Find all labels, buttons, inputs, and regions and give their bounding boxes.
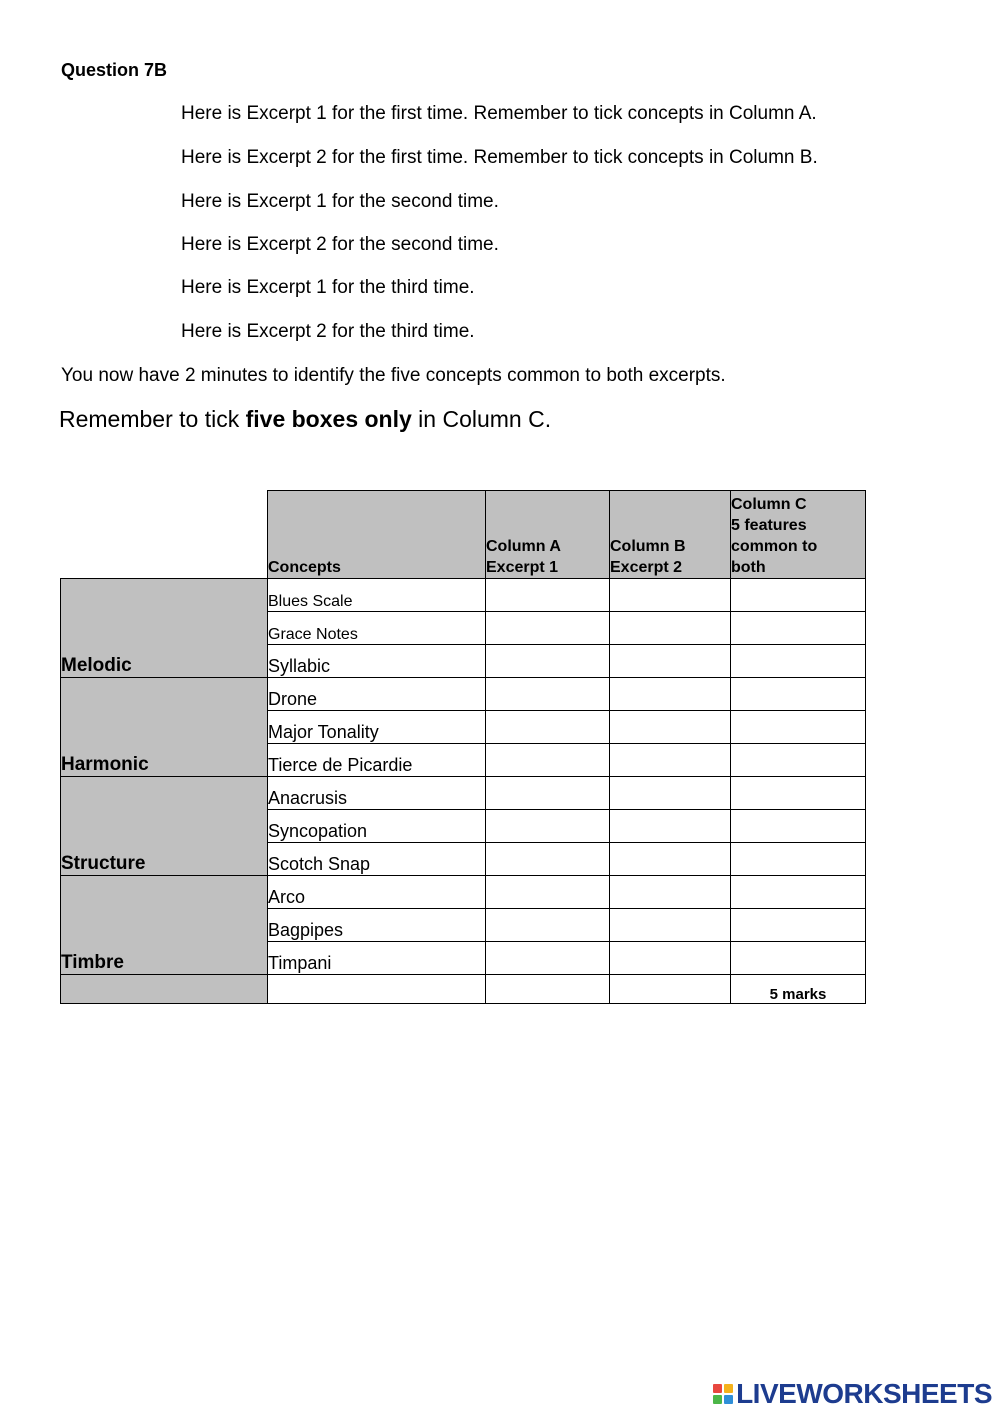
column-b-subtitle: Excerpt 2 <box>610 559 683 576</box>
logo-tile <box>724 1384 733 1393</box>
table-row <box>61 678 866 711</box>
concept-label: Arco <box>268 876 486 909</box>
concept-label: Anacrusis <box>268 777 486 810</box>
category-timbre: Timbre <box>61 876 268 975</box>
instruction-line: Here is Excerpt 2 for the first time. Remember to tick concepts in Column B. <box>181 147 818 168</box>
tick-box-column-a[interactable] <box>486 645 610 678</box>
tick-box-column-c[interactable] <box>731 711 866 744</box>
table-row <box>61 876 866 909</box>
tick-box-column-a[interactable] <box>486 744 610 777</box>
tick-box-column-a[interactable] <box>486 810 610 843</box>
tick-box-column-b[interactable] <box>610 645 731 678</box>
footer-empty-cell <box>610 975 731 1004</box>
remember-bold: five boxes only <box>245 406 412 432</box>
column-b-title: Column B <box>610 538 686 555</box>
tick-box-column-c[interactable] <box>731 810 866 843</box>
tick-box-column-a[interactable] <box>486 678 610 711</box>
tick-box-column-a[interactable] <box>486 876 610 909</box>
logo-tile <box>713 1395 722 1404</box>
table-row <box>61 777 866 810</box>
tick-box-column-a[interactable] <box>486 942 610 975</box>
concept-label: Bagpipes <box>268 909 486 942</box>
footer-empty-cell <box>486 975 610 1004</box>
remember-note <box>59 406 551 433</box>
concept-label: Scotch Snap <box>268 843 486 876</box>
column-c-line: both <box>731 559 766 576</box>
column-c-line: common to <box>731 538 818 555</box>
corner-blank <box>61 491 268 579</box>
instruction-line: Here is Excerpt 1 for the first time. Remember to tick concepts in Column A. <box>181 103 817 124</box>
tick-box-column-c[interactable] <box>731 645 866 678</box>
tick-box-column-b[interactable] <box>610 579 731 612</box>
column-c-line: 5 features <box>731 517 807 534</box>
instruction-line: Here is Excerpt 1 for the third time. <box>181 277 475 298</box>
instruction-line: Here is Excerpt 2 for the third time. <box>181 321 475 342</box>
concept-label: Major Tonality <box>268 711 486 744</box>
tick-box-column-b[interactable] <box>610 909 731 942</box>
logo-tile <box>724 1395 733 1404</box>
tick-box-column-a[interactable] <box>486 579 610 612</box>
header-row <box>61 491 866 579</box>
remember-pre: Remember to tick <box>59 406 246 432</box>
remember-post: in Column C. <box>411 406 552 432</box>
tick-box-column-c[interactable] <box>731 909 866 942</box>
table-row <box>61 579 866 612</box>
tick-box-column-b[interactable] <box>610 942 731 975</box>
logo-text: LIVEWORKSHEETS <box>736 1378 992 1409</box>
instruction-line: Here is Excerpt 2 for the second time. <box>181 234 499 255</box>
time-note: You now have 2 minutes to identify the five concepts common to both excerpts. <box>61 365 726 386</box>
tick-box-column-c[interactable] <box>731 777 866 810</box>
logo-tile <box>713 1384 722 1393</box>
tick-box-column-b[interactable] <box>610 612 731 645</box>
tick-box-column-b[interactable] <box>610 711 731 744</box>
tick-box-column-c[interactable] <box>731 678 866 711</box>
tick-box-column-c[interactable] <box>731 744 866 777</box>
tick-box-column-a[interactable] <box>486 843 610 876</box>
tick-box-column-c[interactable] <box>731 876 866 909</box>
concept-label: Drone <box>268 678 486 711</box>
concept-label: Timpani <box>268 942 486 975</box>
tick-box-column-b[interactable] <box>610 777 731 810</box>
tick-box-column-a[interactable] <box>486 777 610 810</box>
tick-box-column-c[interactable] <box>731 579 866 612</box>
column-c-title: Column C <box>731 496 807 513</box>
concepts-table <box>60 490 866 1004</box>
tick-box-column-a[interactable] <box>486 711 610 744</box>
tick-box-column-c[interactable] <box>731 843 866 876</box>
footer-gray-cell <box>61 975 268 1004</box>
footer-row <box>61 975 866 1004</box>
column-a-subtitle: Excerpt 1 <box>486 559 559 576</box>
tick-box-column-a[interactable] <box>486 909 610 942</box>
concept-label: Grace Notes <box>268 612 486 645</box>
logo-mark-icon <box>713 1384 733 1404</box>
column-a-header <box>486 491 610 579</box>
concept-label: Blues Scale <box>268 579 486 612</box>
tick-box-column-b[interactable] <box>610 843 731 876</box>
concept-label: Syncopation <box>268 810 486 843</box>
tick-box-column-b[interactable] <box>610 678 731 711</box>
concepts-header: Concepts <box>268 491 486 579</box>
category-structure: Structure <box>61 777 268 876</box>
concept-label: Tierce de Picardie <box>268 744 486 777</box>
tick-box-column-c[interactable] <box>731 942 866 975</box>
tick-box-column-b[interactable] <box>610 744 731 777</box>
liveworksheets-logo <box>713 1379 992 1409</box>
question-title: Question 7B <box>61 60 168 80</box>
column-c-header <box>731 491 866 579</box>
footer-empty-cell <box>268 975 486 1004</box>
category-harmonic: Harmonic <box>61 678 268 777</box>
marks-label: 5 marks <box>731 975 866 1004</box>
tick-box-column-a[interactable] <box>486 612 610 645</box>
tick-box-column-b[interactable] <box>610 810 731 843</box>
column-a-title: Column A <box>486 538 561 555</box>
instruction-line: Here is Excerpt 1 for the second time. <box>181 191 499 212</box>
concept-label: Syllabic <box>268 645 486 678</box>
tick-box-column-c[interactable] <box>731 612 866 645</box>
tick-box-column-b[interactable] <box>610 876 731 909</box>
category-melodic: Melodic <box>61 579 268 678</box>
column-b-header <box>610 491 731 579</box>
